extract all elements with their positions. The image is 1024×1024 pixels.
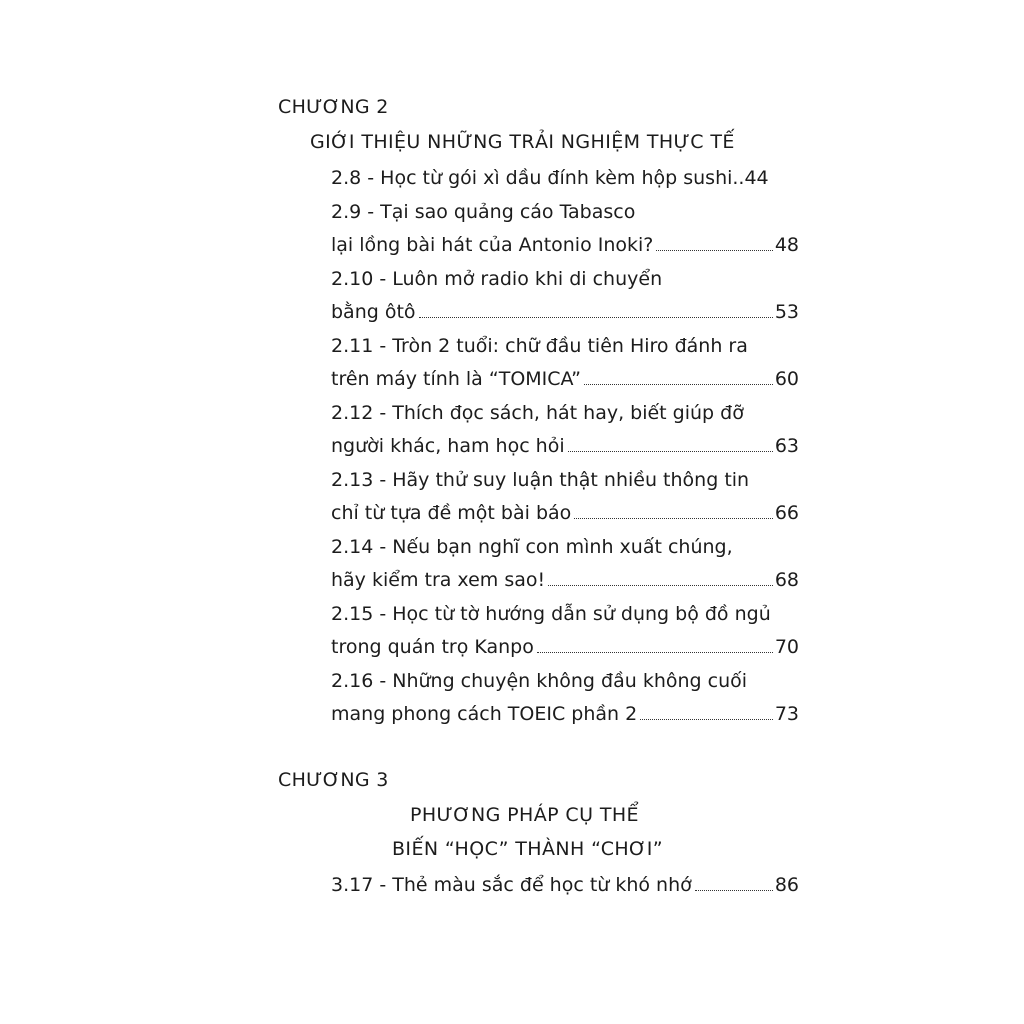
toc-entry-text: 2.9 - Tại sao quảng cáo Tabasco xyxy=(331,201,636,223)
toc-page-number: 70 xyxy=(774,636,799,658)
dot-leader xyxy=(584,384,773,385)
toc-entry xyxy=(331,567,799,593)
toc-entry xyxy=(331,872,799,898)
toc-page-number: 68 xyxy=(774,569,799,591)
toc-page-number: 60 xyxy=(774,368,799,390)
dot-leader xyxy=(656,250,772,251)
toc-page-number: 66 xyxy=(774,502,799,524)
toc-page-number: 86 xyxy=(774,874,799,896)
toc-entry-text: mang phong cách TOEIC phần 2 xyxy=(331,703,638,725)
chapter-title: PHƯƠNG PHÁP CỤ THỂ xyxy=(410,804,639,826)
toc-page-number: 63 xyxy=(774,435,799,457)
toc-entry-text: 3.17 - Thẻ màu sắc để học từ khó nhớ xyxy=(331,874,692,896)
toc-entry xyxy=(331,701,799,727)
toc-entry-text: bằng ôtô xyxy=(331,301,416,323)
toc-entry xyxy=(331,433,799,459)
toc-entry-text: người khác, ham học hỏi xyxy=(331,435,565,457)
chapter-title: BIẾN “HỌC” THÀNH “CHƠI” xyxy=(392,838,664,860)
dot-leader xyxy=(568,451,773,452)
dot-leader xyxy=(640,719,773,720)
dot-leader xyxy=(548,585,773,586)
toc-entry-text: hãy kiểm tra xem sao! xyxy=(331,569,546,591)
toc-entry xyxy=(331,500,799,526)
toc-entry-text: 2.13 - Hãy thử suy luận thật nhiều thông tin xyxy=(331,469,750,491)
toc-entry-text: 2.12 - Thích đọc sách, hát hay, biết giúp đỡ xyxy=(331,402,744,424)
toc-page-number: 48 xyxy=(774,234,799,256)
toc-entry-text: 2.14 - Nếu bạn nghĩ con mình xuất chúng, xyxy=(331,536,733,558)
toc-entry xyxy=(331,634,799,660)
toc-entry-text: trong quán trọ Kanpo xyxy=(331,636,534,658)
toc-entry-text: 2.8 - Học từ gói xì dầu đính kèm hộp sushi.. xyxy=(331,167,745,189)
chapter-title: GIỚI THIỆU NHỮNG TRẢI NGHIỆM THỰC TẾ xyxy=(310,131,735,153)
toc-page-number: 53 xyxy=(774,301,799,323)
dot-leader xyxy=(695,890,773,891)
chapter-label: CHƯƠNG 3 xyxy=(278,769,389,791)
toc-entry-text: 2.16 - Những chuyện không đầu không cuối xyxy=(331,670,748,692)
dot-leader xyxy=(537,652,773,653)
toc-entry-text: 2.15 - Học từ tờ hướng dẫn sử dụng bộ đồ ngủ xyxy=(331,603,771,625)
dot-leader xyxy=(574,518,773,519)
toc-entry-text: 2.11 - Tròn 2 tuổi: chữ đầu tiên Hiro đánh ra xyxy=(331,335,748,357)
toc-entry-text: chỉ từ tựa đề một bài báo xyxy=(331,502,572,524)
dot-leader xyxy=(419,317,773,318)
chapter-label: CHƯƠNG 2 xyxy=(278,96,389,118)
toc-entry-text: trên máy tính là “TOMICA” xyxy=(331,368,582,390)
toc-entry-text: lại lồng bài hát của Antonio Inoki? xyxy=(331,234,654,256)
toc-entry-text: 2.10 - Luôn mở radio khi di chuyển xyxy=(331,268,663,290)
toc-entry xyxy=(331,366,799,392)
toc-page-number: 44 xyxy=(744,167,769,189)
toc-page-number: 73 xyxy=(774,703,799,725)
toc-entry xyxy=(331,299,799,325)
toc-entry xyxy=(331,165,799,191)
toc-entry xyxy=(331,232,799,258)
